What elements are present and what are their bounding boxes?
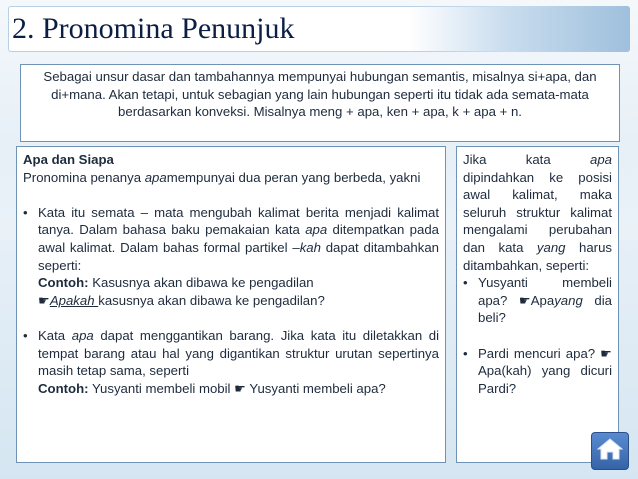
left-lead-apa: apa — [144, 169, 167, 185]
left-bullet-1 — [23, 204, 439, 310]
home-button[interactable] — [591, 432, 629, 470]
home-icon — [597, 437, 623, 466]
slide-title: 2. Pronomina Penunjuk — [12, 12, 295, 45]
pointing-hand-icon: ☛ — [38, 292, 50, 308]
left-b2-text-1: Kata — [38, 327, 72, 343]
left-b1-contoh-text: Kasusnya akan dibawa ke pengadilan — [88, 275, 314, 291]
spacer — [23, 186, 439, 204]
left-b2-apa: apa — [71, 327, 94, 343]
left-lead-text-1: Pronomina penanya — [23, 169, 145, 185]
left-b1-contoh-label: Contoh: — [38, 275, 89, 291]
spacer — [23, 309, 439, 327]
right-b1-text-1: Yusyanti membeli apa? ☛Apa — [478, 275, 612, 308]
left-b2-contoh-label: Contoh: — [38, 380, 89, 396]
left-b1-text-1: Kata itu semata – mata mengubah kalimat berita menjadi kalimat tanya. Dalam bahasa baku pemakaian kata — [38, 204, 439, 238]
left-b1-text-2: ditempatkan pada awal kalimat. Dalam bahas formal partikel – — [38, 222, 439, 255]
left-b1-kah: kah — [299, 239, 321, 255]
left-b1-contoh-text-2: kasusnya akan dibawa ke pengadilan? — [98, 292, 325, 308]
left-b1-apakah: Apakah — [49, 292, 99, 308]
right-content-box — [456, 146, 619, 463]
right-text-3: harus ditambahkan, seperti: — [463, 239, 612, 273]
spacer — [463, 327, 612, 345]
left-b1-text-3: dapat ditambahkan seperti: — [38, 239, 439, 273]
right-yang: yang — [536, 239, 566, 255]
right-text-2: dipindahkan ke posisi awal kalimat, maka seluruh struktur kalimat mengalami perubahan dan kata — [463, 169, 612, 255]
left-content-box — [16, 146, 446, 463]
title-accent — [408, 6, 630, 52]
left-lead — [23, 169, 439, 187]
left-b1-apa: apa — [305, 222, 328, 238]
right-apa: apa — [589, 152, 612, 167]
right-b1-yang: yang — [554, 292, 583, 308]
intro-text: Sebagai unsur dasar dan tambahannya mempunyai hubungan semantis, misalnya si+apa, dan di+mana. Akan tetapi, untuk sebagian yang lain hubungan seperti itu tidak ada semata-mata berdasarkan konveksi. Misalnya meng + apa, ken + apa, k + apa + n. — [43, 69, 597, 120]
left-b2-text-2: dapat menggantikan barang. Jika kata itu diletakkan di tempat barang atau hal yang digantikan struktur urutan sepertinya masih tetap sama, seperti — [38, 327, 440, 379]
left-b2-contoh-text: Yusyanti membeli mobil ☛ Yusyanti membeli apa? — [88, 380, 386, 396]
right-bullet-1 — [463, 274, 612, 327]
right-text-1: Jika kata — [463, 152, 590, 167]
left-heading: Apa dan Siapa — [23, 152, 114, 167]
left-bullet-2 — [23, 327, 439, 397]
right-b1-text-2: dia beli? — [478, 292, 612, 326]
intro-box — [20, 64, 620, 142]
right-bullet-2: • Pardi mencuri apa? ☛Apa(kah) yang dicuri Pardi? — [463, 345, 612, 398]
right-lead — [463, 151, 612, 274]
left-lead-text-2: mempunyai dua peran yang berbeda, yakni — [166, 169, 421, 185]
